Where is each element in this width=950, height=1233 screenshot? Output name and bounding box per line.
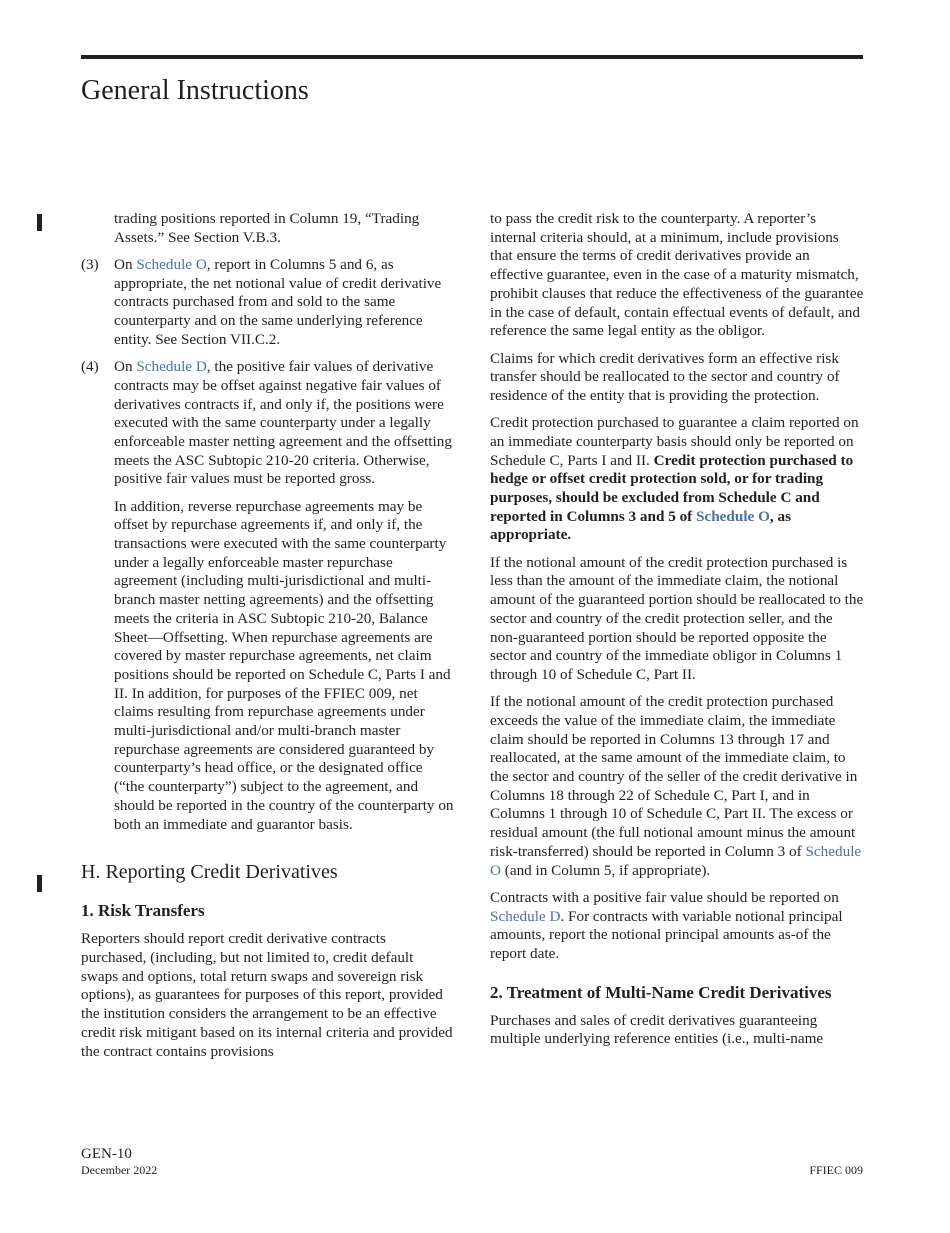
notional-exceeds-paragraph: If the notional amount of the credit protection purchased exceeds the value of the immediate claim, the immediate claim should be reported in Columns 13 through 17 and reallocated, at the same amount of the immediate claim, to the sector and country of the seller of the credit derivative in Columns 18 through 22 of Schedule C, Part I, and in Columns 1 through 10 of Schedule C, Part II. The excess or residual amount (the full notional amount minus the amount risk-transferred) should be reported in Column 3 of Schedule O (and in Column 5, if appropriate).: [490, 693, 862, 879]
schedule-o-link[interactable]: Schedule O: [696, 507, 770, 525]
page-number: GEN-10: [81, 1146, 132, 1162]
repurchase-paragraph: In addition, reverse repurchase agreements may be offset by repurchase agreements if, and only if, the transactions were executed with the same counterparty under a legally enforceable master repurchase agreement (including multi-jurisdictional and multi-branch master netting agreements) and the offsetting meets the criteria in ASC Subtopic 210-20, Balance Sheet—Offsetting. When repurchase agreements are covered by master repurchase agreements, net claim positions should be reported on Schedule C, Parts I and II. In addition, for purposes of the FFIEC 009, net claims resulting from repurchase agreements under multi-jurisdictional and/or multi-branch master repurchase agreements are considered guaranteed by counterparty’s head office, or the designated office (“the counterparty”) subject to the agreement, and should be reported in the country of the counterparty on both an immediate and guarantor basis.: [114, 497, 454, 833]
section-heading: H. Reporting Credit Derivatives: [81, 861, 338, 884]
change-bar: [37, 214, 42, 231]
multi-name-paragraph: Purchases and sales of credit derivatives guaranteeing multiple underlying reference entities (i.e., multi-name: [490, 1011, 824, 1048]
change-bar: [37, 875, 42, 892]
schedule-o-link[interactable]: Schedule O: [490, 842, 862, 879]
list-item-4: (4) On Schedule D, the positive fair values of derivative contracts may be offset against negative fair values of derivatives contracts if, and only if, the positions were executed with the same counterparty under a legally enforceable master netting agreement and the offsetting meets the ASC Subtopic 210-20 criteria. Otherwise, positive fair values must be reported gross.: [81, 358, 452, 488]
subsection-heading-risk-transfers: 1. Risk Transfers: [81, 901, 205, 921]
form-id: FFIEC 009: [809, 1163, 863, 1177]
list-number: (4): [81, 358, 99, 376]
header-rule: [81, 55, 863, 59]
page-title: General Instructions: [81, 75, 309, 106]
notional-less-paragraph: If the notional amount of the credit protection purchased is less than the amount of the immediate claim, the notional amount of the guaranteed portion should be reallocated to the sector and country of the credit protection seller, and the non-guaranteed portion should be reported opposite the sector and country of the immediate obligor in Columns 1 through 10 of Schedule C, Part II.: [490, 553, 864, 683]
claims-paragraph: Claims for which credit derivatives form an effective risk transfer should be reallocated to the sector and country of residence of the entity that is providing the protection.: [490, 349, 840, 404]
positive-fair-value-paragraph: Contracts with a positive fair value should be reported on Schedule D. For contracts with variable notional principal amounts, report the notional principal amounts as-of the report date.: [490, 888, 843, 962]
list-item-3: (3) On Schedule O, report in Columns 5 and 6, as appropriate, the net notional value of credit derivative contracts purchased from and sold to the same counterparty and on the same underlying reference entity. See Section VII.C.2.: [81, 256, 442, 348]
right-column: [490, 210, 864, 1058]
continued-paragraph: trading positions reported in Column 19, “Trading Assets.” See Section V.B.3.: [114, 210, 420, 246]
footer-date: December 2022: [81, 1163, 158, 1177]
schedule-d-link[interactable]: Schedule D: [136, 358, 207, 376]
schedule-o-link[interactable]: Schedule O: [136, 256, 207, 273]
left-column: [81, 210, 454, 1070]
list-number: (3): [81, 256, 99, 273]
credit-protection-paragraph: Credit protection purchased to guarantee a claim reported on an immediate counterparty basis should only be reported on Schedule C, Parts I and II. Credit protection purchased to hedge or offset credit protection sold, or for trading purposes, should be excluded from Schedule C and reported in Columns 3 and 5 of Schedule O, as appropriate.: [490, 414, 859, 544]
continued-paragraph: to pass the credit risk to the counterparty. A reporter’s internal criteria should, at a minimum, include provisions that ensure the terms of credit derivatives provide an effective guarantee, even in the case of a maturity mismatch, prohibit clauses that reduce the effectiveness of the guarantee in the case of default, contain effectual events of default, and reference the same legal entity as the obligor.: [490, 210, 864, 340]
schedule-d-link[interactable]: Schedule D: [490, 907, 561, 925]
risk-transfers-paragraph: Reporters should report credit derivative contracts purchased, (including, but not limited to, credit default swaps and options, total return swaps and sovereign risk options), as guarantees for purposes of this report, provided the institution considers the arrangement to be an effective credit risk mitigant based on its internal criteria and provided the contract contains provisions: [81, 930, 453, 1060]
subsection-heading-multi-name: 2. Treatment of Multi-Name Credit Derivatives: [490, 982, 832, 1002]
